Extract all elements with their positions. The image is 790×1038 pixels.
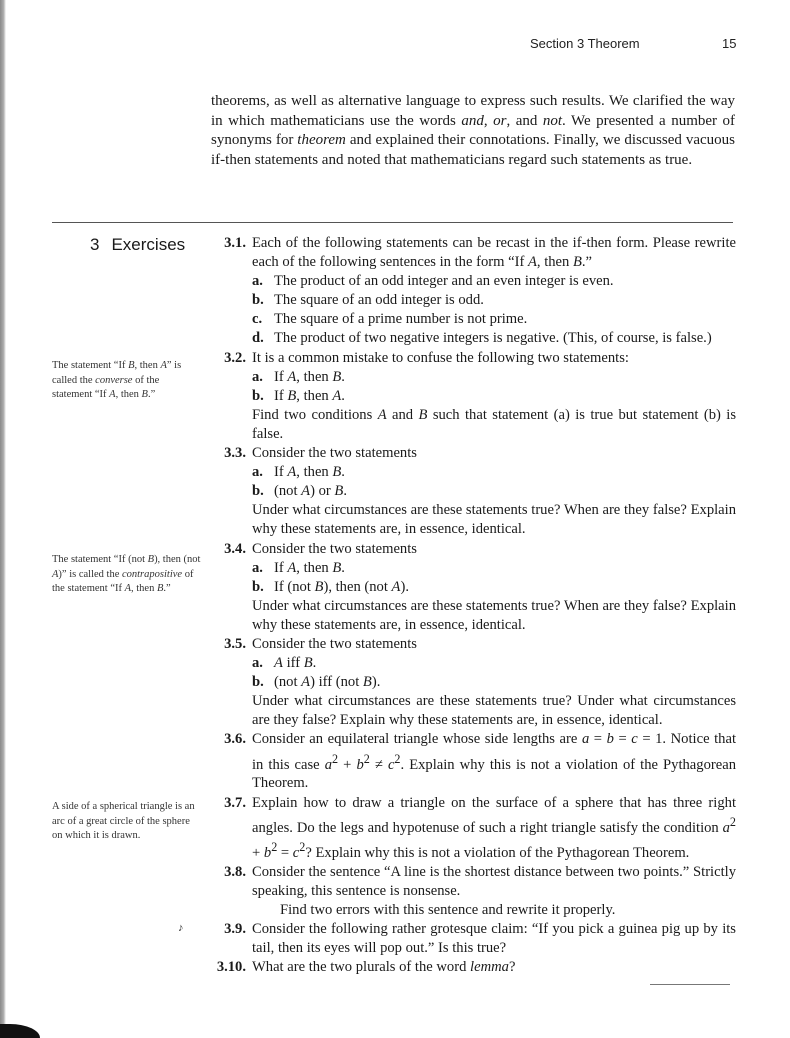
exercise-part xyxy=(252,368,736,387)
exercise-part-text: If B, then A. xyxy=(274,387,345,404)
exercise-part xyxy=(252,673,736,692)
exercises-heading-number: 3 xyxy=(90,235,100,254)
margin-note-contrapositive: The statement “If (not B), then (not A)” is called the contrapositive of the statement “If A, then B.” xyxy=(52,554,201,594)
exercise xyxy=(210,349,736,444)
exercise-text: It is a common mistake to confuse the following two statements: xyxy=(252,349,629,366)
exercise-part-label: d. xyxy=(252,330,264,347)
exercise-part-label: a. xyxy=(252,273,263,290)
exercise-text: Consider the two statements xyxy=(252,445,417,462)
exercise-text: Consider the following rather grotesque claim: “If you pick a guinea pig up by its tail, then its eyes will pop out.” Is this true? xyxy=(252,920,736,956)
exercise-text: Explain how to draw a triangle on the surface of a sphere that has three right angles. Do the legs and hypotenuse of such a right triangle satisfy the condition $a^2 + b^2 = c^2$? Explain why this is not a violation of the Pythagorean Theorem. xyxy=(252,794,736,861)
exercise-part xyxy=(252,578,736,597)
exercise xyxy=(210,444,736,539)
exercise-part-label: b. xyxy=(252,483,264,500)
margin-note-spherical-triangle: A side of a spherical triangle is an arc of a great circle of the sphere on which it is drawn. xyxy=(52,801,195,841)
exercise-part-text: The square of a prime number is not prime. xyxy=(274,311,528,328)
exercise-part-text: If (not B), then (not A). xyxy=(274,578,409,595)
exercise-instruction: Find two errors with this sentence and rewrite it properly. xyxy=(280,901,616,918)
exercise-part-text: (not A) or B. xyxy=(274,483,347,500)
page-corner-shadow xyxy=(0,1024,40,1038)
intro-paragraph: theorems, as well as alternative language to express such results. We clarified the way in which mathematicians use the words and, or, and not. We presented a number of synonyms for theorem and explained their connotations. Finally, we discussed vacuous if-then statements and noted that mathematicians regard such statements as true. xyxy=(211,93,736,168)
page-number: 15 xyxy=(722,36,737,51)
exercise-followup: Under what circumstances are these statements true? When are they false? Explain why these statements are, in essence, identical. xyxy=(252,597,736,633)
exercise-followup: Under what circumstances are these statements true? When are they false? Explain why these statements are, in essence, identical. xyxy=(252,502,736,538)
exercise-part-text: If A, then B. xyxy=(274,559,345,576)
stray-mark: ♪ xyxy=(178,922,184,934)
exercise-part xyxy=(252,329,736,348)
exercise-part xyxy=(252,463,736,482)
exercise-followup: Find two conditions A and B such that statement (a) is true but statement (b) is false. xyxy=(252,406,736,442)
exercise-part-label: b. xyxy=(252,292,264,309)
exercise xyxy=(210,635,736,730)
exercise xyxy=(210,958,736,977)
end-rule xyxy=(650,984,730,985)
exercise-text: Consider the two statements xyxy=(252,540,417,557)
exercise xyxy=(210,794,736,863)
exercise-part-label: a. xyxy=(252,464,263,481)
exercise xyxy=(210,863,736,920)
exercise xyxy=(210,730,736,793)
exercise-list xyxy=(210,234,736,977)
exercise-number: 3.5. xyxy=(224,635,246,652)
exercise-part xyxy=(252,482,736,501)
exercise-part-label: b. xyxy=(252,674,264,691)
exercise-part xyxy=(252,559,736,578)
exercise-text: Consider an equilateral triangle whose side lengths are a = b = c = 1. Notice that in this case $a^2 + b^2 \ne c^2$. Explain why this is not a violation of the Pythagorean Theorem. xyxy=(252,731,736,792)
exercise-part-label: a. xyxy=(252,655,263,672)
exercise-number: 3.9. xyxy=(224,920,246,937)
exercise-text: What are the two plurals of the word lemma? xyxy=(252,959,516,976)
exercise-part-label: b. xyxy=(252,578,264,595)
exercise-part xyxy=(252,272,736,291)
exercise-part-text: If A, then B. xyxy=(274,464,345,481)
exercise-part-label: b. xyxy=(252,387,264,404)
running-header-section: Section 3 Theorem xyxy=(530,36,640,51)
exercise-part-label: a. xyxy=(252,368,263,385)
exercise-part xyxy=(252,387,736,406)
exercise xyxy=(210,540,736,635)
exercise-part-text: A iff B. xyxy=(274,655,317,672)
exercise-part-label: a. xyxy=(252,559,263,576)
exercise-part-label: c. xyxy=(252,311,263,328)
exercise-part xyxy=(252,291,736,310)
exercise-part-text: If A, then B. xyxy=(274,368,345,385)
exercise-number: 3.6. xyxy=(224,731,246,748)
exercise xyxy=(210,234,736,349)
book-spine-shadow xyxy=(0,0,6,1038)
exercise-number: 3.3. xyxy=(224,445,246,462)
exercise-number: 3.2. xyxy=(224,349,246,366)
margin-note-converse: The statement “If B, then A” is called the converse of the statement “If A, then B.” xyxy=(52,360,182,400)
exercise-part-text: The product of two negative integers is negative. (This, of course, is false.) xyxy=(274,330,712,347)
exercise-text: Consider the two statements xyxy=(252,635,417,652)
exercise-part-text: (not A) iff (not B). xyxy=(274,674,381,691)
exercise-part xyxy=(252,654,736,673)
exercise-number: 3.10. xyxy=(216,959,246,976)
exercise-text: Each of the following statements can be recast in the if-then form. Please rewrite each of the following sentences in the form “If A, then B.” xyxy=(252,235,736,271)
exercise-number: 3.4. xyxy=(224,540,246,557)
exercise-number: 3.1. xyxy=(224,235,246,251)
exercise-number: 3.7. xyxy=(224,794,246,811)
exercise-number: 3.8. xyxy=(224,863,246,880)
exercises-heading xyxy=(90,235,185,255)
exercise-text: Consider the sentence “A line is the shortest distance between two points.” Strictly speaking, this sentence is nonsense. xyxy=(252,863,736,899)
exercise-part xyxy=(252,310,736,329)
exercises-heading-title: Exercises xyxy=(111,235,186,254)
exercise xyxy=(210,920,736,958)
exercise-part-text: The square of an odd integer is odd. xyxy=(274,292,484,309)
section-divider xyxy=(52,222,733,223)
exercise-part-text: The product of an odd integer and an even integer is even. xyxy=(274,273,614,290)
exercise-followup: Under what circumstances are these statements true? Under what circumstances are they false? Explain why these statements are, in essence, identical. xyxy=(252,693,736,729)
